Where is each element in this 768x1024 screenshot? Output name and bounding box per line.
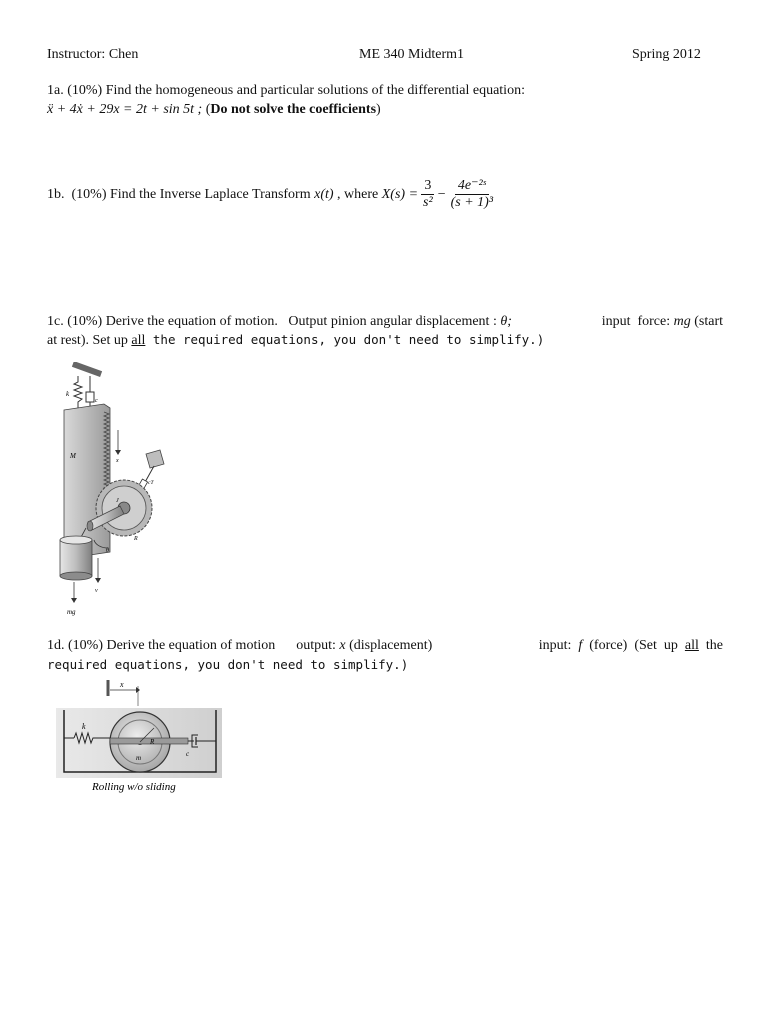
q1d-force: (force) (Set up xyxy=(582,638,685,653)
q1c-line-2 xyxy=(47,331,544,350)
q1a-note-close: ) xyxy=(376,102,381,117)
q1b-fraction-2 xyxy=(448,178,496,211)
q1c-mg: mg xyxy=(673,314,691,329)
q1d-f: f xyxy=(578,638,583,653)
ceiling-support xyxy=(72,362,102,377)
q1d-input-wrap xyxy=(539,637,723,655)
q1b-Xs: X(s) = xyxy=(381,186,419,202)
fig-mg-label: mg xyxy=(67,608,76,616)
figure-caption: Rolling w/o sliding xyxy=(92,781,176,793)
fig-v-label: v xyxy=(95,588,98,594)
fig-x-label: x xyxy=(116,458,119,464)
q1c-theta: θ; xyxy=(500,314,512,329)
q1b-prompt: 1b. (10%) Find the Inverse Laplace Transform xyxy=(47,186,315,202)
q1d-the: the xyxy=(698,638,723,653)
q1a-equation: ẍ + 4ẋ + 29x = 2t + sin 5t ; xyxy=(47,102,203,117)
fig-R-label: R xyxy=(150,738,155,746)
spring xyxy=(74,376,82,410)
fig-c-label: c xyxy=(95,398,98,404)
q1c-input-label: input force: xyxy=(601,314,674,329)
q1a-equation-line xyxy=(47,101,381,119)
q1c-line-1 xyxy=(47,313,723,331)
fig-J-label: J xyxy=(116,498,119,504)
fig-M-label: M xyxy=(70,452,76,460)
q1d-disp: (displacement) xyxy=(345,638,433,653)
hanging-mass xyxy=(60,540,92,576)
fig-k-label: k xyxy=(82,722,86,731)
fig-k-label: k xyxy=(66,390,70,398)
torsion-wall xyxy=(146,450,164,468)
fig-theta-label: θ xyxy=(106,548,109,554)
fig-cT-label: cT xyxy=(148,480,154,486)
q1c-all: all xyxy=(131,333,146,348)
q1c-start: (start xyxy=(690,314,723,329)
term-label: Spring 2012 xyxy=(632,47,701,62)
q1a-prompt: 1a. (10%) Find the homogeneous and particular solutions of the differential equation: xyxy=(47,83,525,98)
q1c-line2-a: at rest). Set up xyxy=(47,333,132,348)
q1b-fraction-1 xyxy=(420,178,436,211)
damper-body xyxy=(86,392,94,402)
q1b-xt: x(t) xyxy=(314,186,334,202)
q1c-input-wrap xyxy=(602,313,723,331)
q1a-note: Do not solve the coefficients xyxy=(210,102,377,117)
axle-bar xyxy=(110,738,188,744)
q1c-prompt: 1c. (10%) Derive the equation of motion. Output pinion angular displacement : xyxy=(47,314,501,329)
fig-c-label: c xyxy=(186,750,190,758)
frac2-denominator: (s + 1)³ xyxy=(450,195,494,210)
frac2-numerator: 4e⁻²ˢ xyxy=(455,178,489,195)
frac1-denominator: s² xyxy=(423,195,433,210)
fig-R-label: R xyxy=(134,536,138,542)
fig-m-label: m xyxy=(136,754,142,762)
q1d-line-1 xyxy=(47,637,723,655)
rack-pinion-figure xyxy=(50,362,180,620)
q1b-where: , where xyxy=(333,186,382,202)
frac1-numerator: 3 xyxy=(421,178,434,195)
q1d-line-2: required equations, you don't need to simplify.) xyxy=(47,657,409,672)
q1c-line2-b: the required equations, you don't need to simplify.) xyxy=(145,332,545,347)
rolling-disk-figure xyxy=(56,680,222,796)
q1d-all: all xyxy=(684,638,699,653)
q1d-prompt: 1d. (10%) Derive the equation of motion output: xyxy=(47,638,340,653)
q1b-minus: − xyxy=(437,186,446,202)
q1d-output-wrap xyxy=(47,637,432,655)
instructor-label: Instructor: Chen xyxy=(47,47,139,62)
q1b-line xyxy=(47,178,498,211)
course-title: ME 340 Midterm1 xyxy=(359,47,464,62)
rack-mass xyxy=(64,404,110,558)
q1d-x: x xyxy=(339,638,346,653)
q1c-prompt-wrap xyxy=(47,313,512,331)
q1d-input: input: xyxy=(538,638,579,653)
q1a-note-open: ( xyxy=(205,102,211,117)
fig-x-label: x xyxy=(120,680,124,689)
